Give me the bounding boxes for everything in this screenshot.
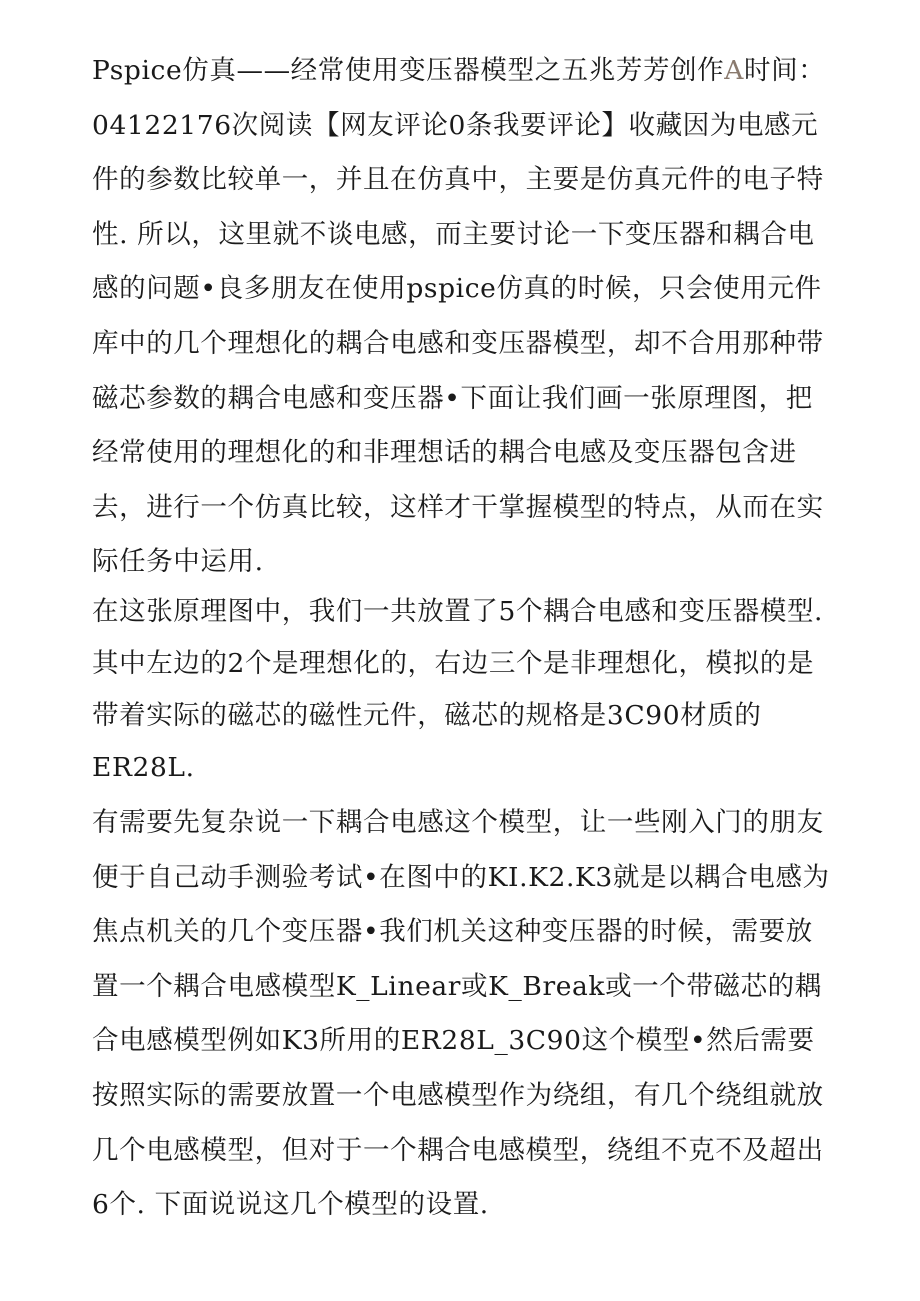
paragraph-coupled-inductor: 有需要先复杂说一下耦合电感这个模型，让一些刚入门的朋友便于自己动手测验考试•在图中的KI.K2.K3就是以耦合电感为焦点机关的几个变压器•我们机关这种变压器的时候，需要放置一个耦合电感模型K_Linear或K_Break或一个带磁芯的耦合电感模型例如K3所用的ER28L_3C90这个模型•然后需要按照实际的需要放置一个电感模型作为绕组，有几个绕组就放几个电感模型，但对于一个耦合电感模型，绕组不克不及超出6个. 下面说说这几个模型的设置.: [92, 806, 830, 1221]
title-text: Pspice仿真——经常使用变压器模型之五兆芳芳创作: [92, 55, 725, 86]
paragraph-schematic: 在这张原理图中，我们一共放置了5个耦合电感和变压器模型. 其中左边的2个是理想化的，右边三个是非理想化，模拟的是带着实际的磁芯的磁性元件，磁芯的规格是3C90材质的ER28L.: [92, 595, 824, 783]
intro-text: 时间：04122176次阅读【网友评论0条我要评论】收藏因为电感元件的参数比较单一，并且在仿真中，主要是仿真元件的电子特性. 所以，这里就不谈电感，而主要讨论一下变压器和耦合电感的问题•良多朋友在使用pspice仿真的时候，只会使用元件库中的几个理想化的耦合电感和变压器模型，却不合用那种带磁芯参数的耦合电感和变压器•下面让我们画一张原理图，把经常使用的理想化的和非理想话的耦合电感及变压器包含进去，进行一个仿真比较，这样才干掌握模型的特点，从而在实际任务中运用.: [92, 55, 826, 578]
paragraph-intro: [92, 44, 837, 590]
document-body: [92, 44, 837, 1233]
accent-letter: A: [724, 55, 745, 86]
